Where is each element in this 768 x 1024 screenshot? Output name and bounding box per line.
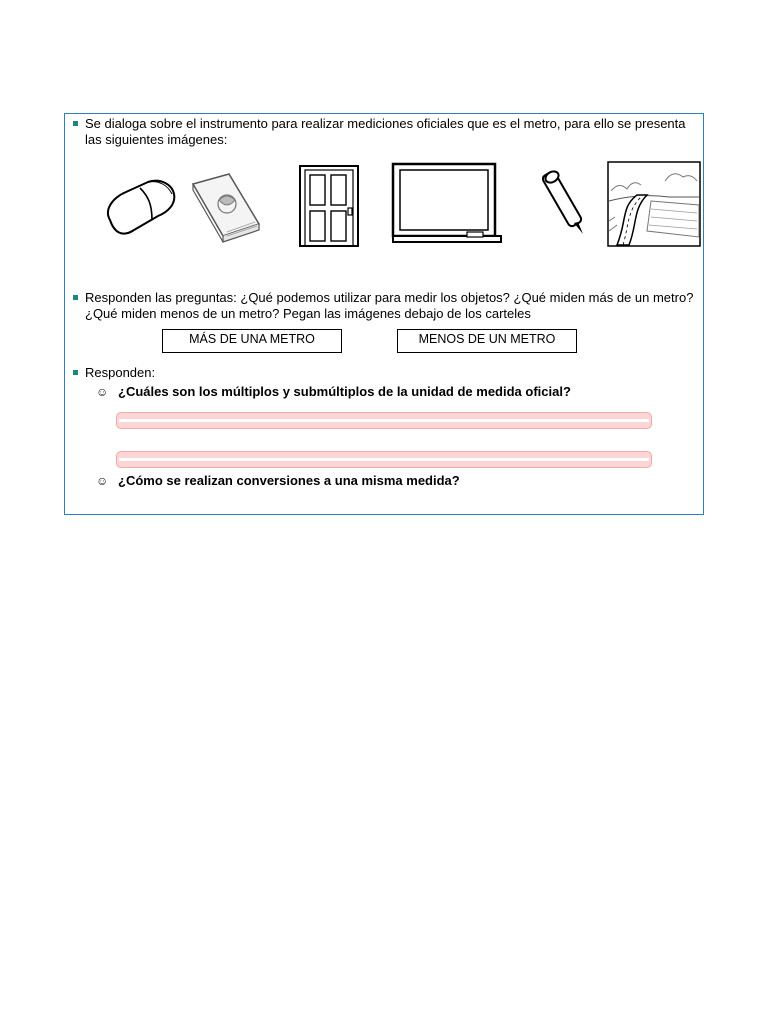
bullet-text: Se dialoga sobre el instrumento para realizar mediciones oficiales que es el metro, para ello se presenta las siguientes imágenes: [85, 116, 686, 147]
bullet-item-responden [73, 365, 695, 381]
question-text: ¿Cuáles son los múltiplos y submúltiplos de la unidad de medida oficial? [118, 384, 571, 399]
smiley-icon: ☺ [96, 473, 109, 488]
book-image [189, 170, 263, 244]
question-item [96, 384, 571, 399]
question-text: ¿Cómo se realizan conversiones a una misma medida? [118, 473, 460, 488]
eraser-image [102, 176, 178, 240]
answer-line[interactable] [116, 451, 652, 468]
label-box-less-than-meter: MENOS DE UN METRO [397, 329, 577, 353]
pencil-image [541, 168, 591, 240]
bullet-text: Responden las preguntas: ¿Qué podemos utilizar para medir los objetos? ¿Qué miden más de un metro? ¿Qué miden menos de un metro? Pegan las imágenes debajo de los carteles [85, 290, 694, 321]
bullet-square-icon [73, 121, 78, 126]
image-row [97, 158, 677, 250]
smiley-icon: ☺ [96, 384, 109, 399]
bullet-item-dialogue [73, 116, 695, 148]
label-box-more-than-meter: MÁS DE UNA METRO [162, 329, 342, 353]
bullet-square-icon [73, 370, 78, 375]
question-item [96, 473, 460, 488]
blackboard-image [391, 162, 503, 246]
bullet-square-icon [73, 295, 78, 300]
bullet-text: Responden: [85, 365, 156, 380]
door-image [297, 164, 361, 248]
bullet-item-questions [73, 290, 695, 322]
answer-line[interactable] [116, 412, 652, 429]
content-frame [64, 113, 704, 515]
road-landscape-image [607, 161, 701, 247]
